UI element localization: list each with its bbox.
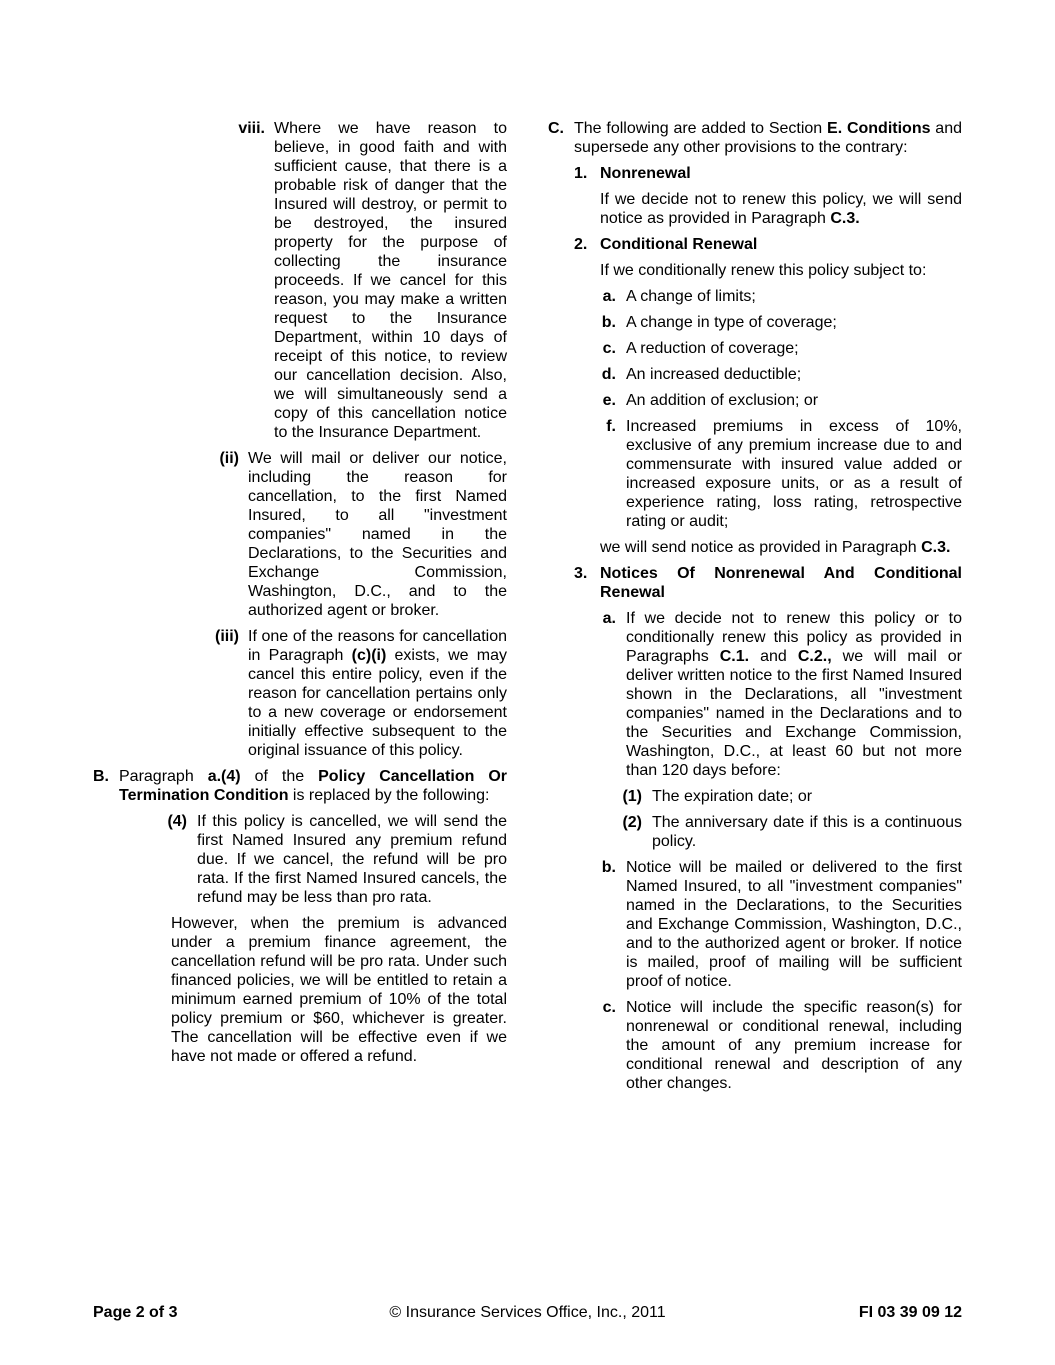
clause-text: Where we have reason to believe, in good faith and with sufficient cause, that there is a probable risk of danger that the Insured will destroy, or permit to be destroyed, the insured property for the purpose of collecting the insurance proceeds. If we cancel for this reason, you may make a written request to the Insurance Department, within 10 days of receipt of this notice, to review our cancellation decision. Also, we will simultaneously send a copy of this cancellation notice to the Insurance Department.: [274, 120, 507, 441]
list-label: a.: [602, 610, 616, 627]
subsection-title: Conditional Renewal: [600, 236, 758, 253]
clause-iii: [93, 627, 507, 760]
clause-viii: [93, 119, 507, 442]
list-item: [548, 609, 962, 780]
list-item: [548, 287, 962, 306]
clause-label: (iii): [215, 628, 239, 645]
clause-label: (ii): [219, 450, 239, 467]
subsection-label: 2.: [574, 236, 588, 253]
list-text: An increased deductible;: [626, 366, 802, 383]
list-item: [548, 339, 962, 358]
subsection-label: 1.: [574, 165, 588, 182]
list-text: Notice will include the specific reason(s) for nonrenewal or conditional renewal, including the amount of any premium increase for conditional renewal and description of any other changes.: [626, 999, 962, 1092]
list-text: A reduction of coverage;: [626, 340, 799, 357]
clause-text: If this policy is cancelled, we will send the first Named Insured any premium refund due. If we cancel, the refund will be pro rata. If the first Named Insured cancels, the refund may be less than pro rata.: [197, 813, 507, 906]
subsection-title: Nonrenewal: [600, 165, 691, 182]
conditional-intro: If we conditionally renew this policy subject to:: [600, 262, 927, 279]
subsection-3: [548, 564, 962, 602]
sub-item: [548, 813, 962, 851]
page-footer: [93, 1303, 962, 1323]
clause-label: (4): [167, 813, 187, 830]
list-text: A change of limits;: [626, 288, 756, 305]
list-label: a.: [602, 288, 616, 305]
list-item: [548, 391, 962, 410]
however-paragraph: However, when the premium is advanced under a premium finance agreement, the cancellation refund will be pro rata. Under such financed policies, we will be entitled to retain a minimum earned premium of 10% of the total policy premium or $60, whichever is greater. The cancellation will be effective even if we have not made or offered a refund.: [171, 915, 507, 1065]
list-label: e.: [602, 392, 616, 409]
clause-text: If one of the reasons for cancellation in Paragraph (c)(i) exists, we may cancel this entire policy, even if the reason for cancellation pertains only to a new coverage or endorsement initially effective subsequent to the original issuance of this policy.: [248, 628, 508, 759]
subsection-label: 3.: [574, 565, 588, 582]
list-label: f.: [606, 418, 616, 435]
list-text: A change in type of coverage;: [626, 314, 837, 331]
list-label: d.: [601, 366, 616, 383]
page-number: Page 2 of 3: [93, 1304, 178, 1321]
sub-text: The anniversary date if this is a continuous policy.: [652, 814, 962, 850]
subsection-title: Notices Of Nonrenewal And Conditional Renewal: [600, 565, 962, 601]
clause-text: We will mail or deliver our notice, including the reason for cancellation, to the first Named Insured, to all "investment companies" named in the Declarations, to the Securities and Exchange Commission, Washington, D.C., and to the authorized agent or broker.: [248, 450, 507, 619]
list-label: c.: [602, 340, 616, 357]
sub-item: [548, 787, 962, 806]
right-column: [548, 119, 962, 1100]
nonrenewal-text: If we decide not to renew this policy, we will send notice as provided in Paragraph C.3.: [600, 191, 962, 227]
clause-label: viii.: [238, 120, 265, 137]
section-text: The following are added to Section E. Conditions and supersede any other provisions to the contrary:: [574, 120, 963, 156]
section-label: B.: [93, 768, 109, 785]
list-item: [548, 365, 962, 384]
left-column: [93, 119, 507, 1073]
section-c: [548, 119, 962, 157]
clause-4: [93, 812, 507, 907]
section-text: Paragraph a.(4) of the Policy Cancellation Or Termination Condition is replaced by the following:: [119, 768, 508, 804]
list-item: [548, 998, 962, 1093]
list-item: [548, 858, 962, 991]
subsection-1: [548, 164, 962, 183]
list-text: Notice will be mailed or delivered to the first Named Insured, to all "investment companies" named in the Declarations, to the Securities and Exchange Commission, Washington, D.C., and to the authorized agent or broker. If notice is mailed, proof of mailing will be sufficient proof of notice.: [626, 859, 962, 990]
sub-label: (1): [622, 788, 642, 805]
clause-ii: [93, 449, 507, 620]
list-text: An addition of exclusion; or: [626, 392, 819, 409]
list-label: c.: [602, 999, 616, 1016]
list-label: b.: [601, 859, 616, 876]
list-item: [548, 417, 962, 531]
sub-text: The expiration date; or: [652, 788, 813, 805]
sub-label: (2): [622, 814, 642, 831]
list-text: If we decide not to renew this policy or to conditionally renew this policy as provided in Paragraphs C.1. and C.2., we will mail or deliver written notice to the first Named Insured shown in the Declarations, all "investment companies" named in the Declarations and to the Securities and Exchange Commission, Washington, D.C., at least 60 but not more than 120 days before:: [626, 610, 963, 779]
copyright: © Insurance Services Office, Inc., 2011: [389, 1304, 666, 1321]
section-b: [93, 767, 507, 805]
section-label: C.: [548, 120, 564, 137]
list-item: [548, 313, 962, 332]
conditional-outro: we will send notice as provided in Paragraph C.3.: [600, 539, 951, 556]
list-text: Increased premiums in excess of 10%, exclusive of any premium increase due to and commensurate with insured value added or increased exposure units, or as a result of experience rating, loss rating, retrospective rating or audit;: [626, 418, 962, 530]
subsection-2: [548, 235, 962, 254]
list-label: b.: [601, 314, 616, 331]
form-number: FI 03 39 09 12: [858, 1304, 962, 1321]
